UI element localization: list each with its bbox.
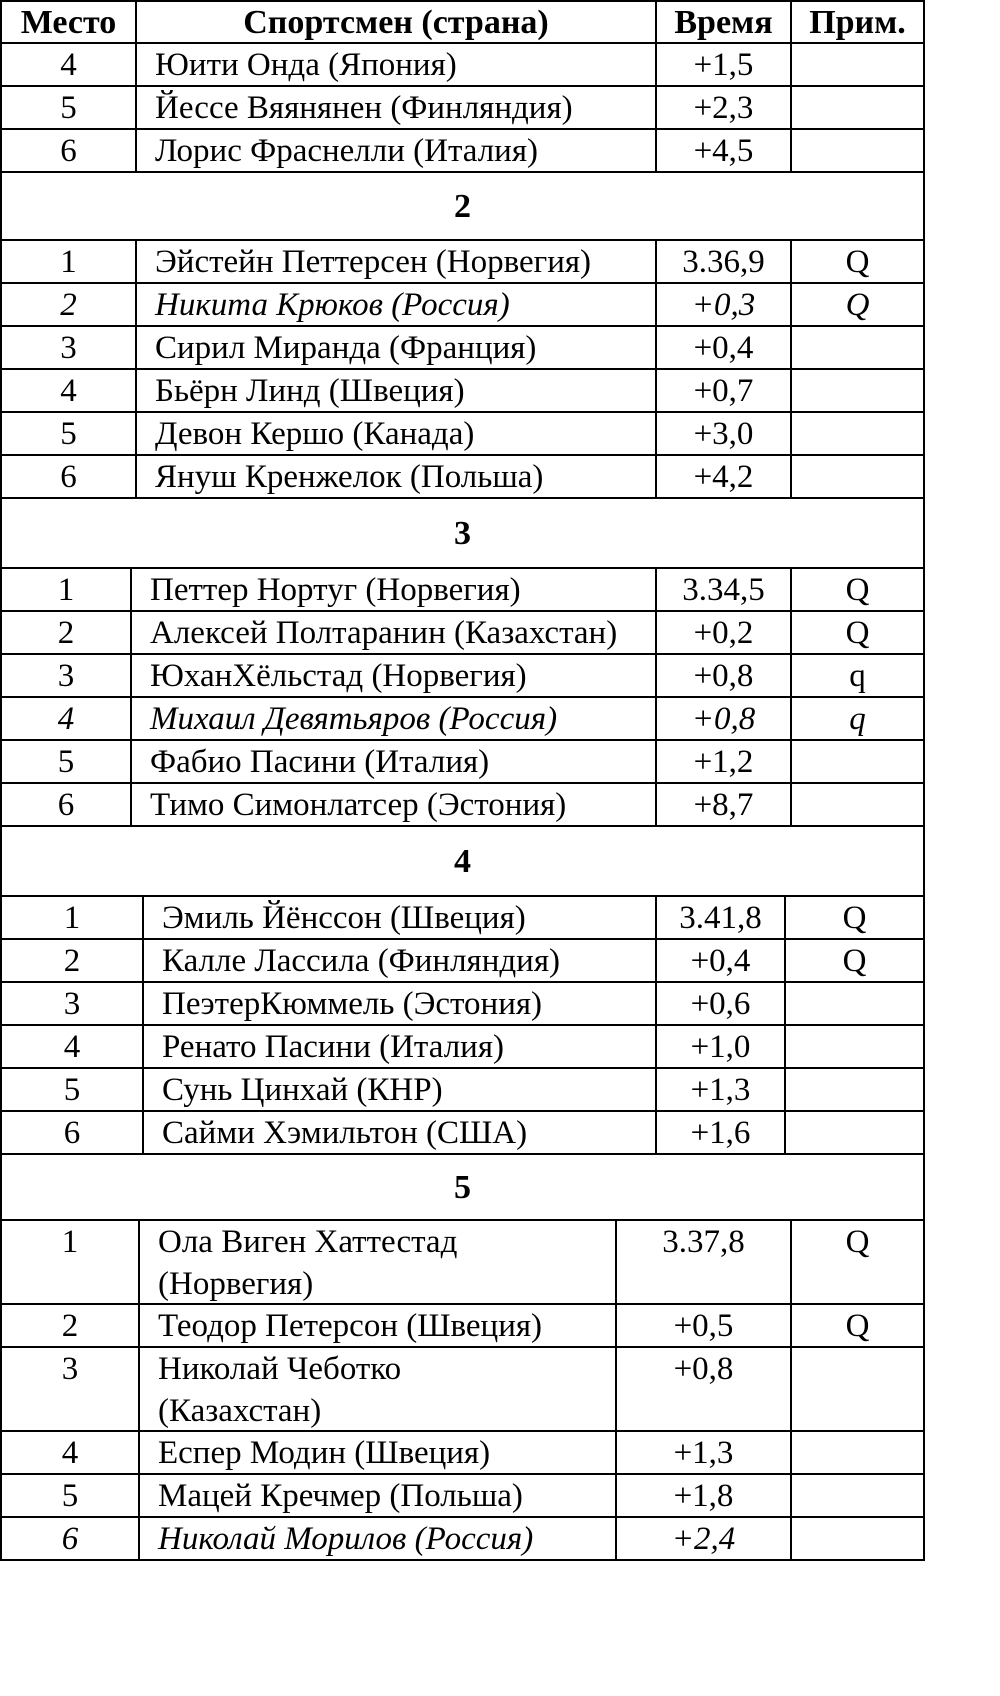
note-cell: Q [845,615,870,651]
athlete-cell: Сайми Хэмильтон (США) [162,1115,528,1151]
time-cell: +4,5 [693,133,754,169]
athlete-cell: Никита Крюков (Россия) [155,287,510,323]
time-cell: +1,3 [690,1072,751,1108]
athlete-line: Ола Виген Хаттестад [158,1224,458,1260]
note-cell: Q [845,287,870,323]
athlete-cell: Мацей Кречмер (Польша) [158,1478,523,1514]
note-cell [792,130,923,171]
table-row [0,784,925,827]
time-cell: +2,4 [671,1521,736,1557]
time-cell: +0,8 [693,658,754,694]
time-cell: 3.37,8 [662,1224,745,1260]
athlete-cell: Теодор Петерсон (Швеция) [158,1308,543,1344]
place-cell: 4 [60,373,77,409]
time-cell: +2,3 [693,90,754,126]
time-cell: +1,0 [690,1029,751,1065]
time-cell: +0,3 [691,287,756,323]
note-cell [786,983,923,1024]
athlete-cell: Николай Морилов (Россия) [158,1521,534,1557]
place-cell: 6 [57,787,75,823]
time-cell: +1,5 [693,47,754,83]
note-cell [786,1112,923,1153]
note-cell: Q [842,943,867,979]
table-row [0,612,925,655]
table-row [0,1475,925,1518]
athlete-line: (Норвегия) [158,1266,314,1302]
athlete-cell: Петтер Нортуг (Норвегия) [150,572,521,608]
note-cell: Q [845,1224,870,1260]
time-cell: +0,4 [693,330,754,366]
table-row [0,741,925,784]
athlete-cell: Сунь Цинхай (КНР) [162,1072,443,1108]
place-cell: 5 [60,90,77,126]
note-cell [792,44,923,85]
note-cell: Q [845,244,870,280]
place-cell: 4 [60,47,77,83]
place-cell: 6 [63,1115,81,1151]
time-cell: +0,4 [690,943,751,979]
athlete-cell: ЮханХёльстад (Норвегия) [150,658,527,694]
athlete-cell: Бьёрн Линд (Швеция) [155,373,465,409]
time-cell: +0,7 [693,373,754,409]
place-cell: 2 [57,615,75,651]
note-cell: Q [845,572,870,608]
time-cell: +3,0 [693,416,754,452]
time-cell: 3.36,9 [682,244,765,280]
athlete-cell [140,1221,615,1303]
table-row [0,1112,925,1155]
time-cell: +1,6 [690,1115,751,1151]
place-cell: 4 [63,1029,81,1065]
time-cell: +0,8 [691,701,756,737]
time-cell: +8,7 [693,787,754,823]
table-row [0,1348,925,1432]
place-cell: 2 [61,1308,79,1344]
athlete-cell: Алексей Полтаранин (Казахстан) [150,615,618,651]
athlete-cell: Юити Онда (Япония) [155,47,457,83]
note-cell: Q [842,900,867,936]
athlete-cell: Тимо Симонлатсер (Эстония) [150,787,567,823]
place-cell: 3 [60,330,77,366]
table-row [0,1221,925,1305]
place-cell: 1 [57,572,75,608]
note-cell [792,1475,923,1516]
table-row [0,284,925,327]
table-row [0,569,925,612]
table-row [0,1069,925,1112]
note-cell [792,784,923,825]
table-row [0,370,925,413]
time-cell: +1,3 [673,1435,734,1471]
time-cell: 3.41,8 [679,900,762,936]
note-cell [792,741,923,782]
table-row [0,983,925,1026]
table-row [0,698,925,741]
table-row [0,130,925,173]
place-cell: 4 [57,701,75,737]
table-row [0,413,925,456]
place-cell: 3 [61,1351,79,1387]
place-cell: 5 [60,416,77,452]
header-note: Прим. [809,4,906,41]
note-cell [792,87,923,128]
place-cell: 1 [63,900,81,936]
time-cell: +0,8 [673,1351,734,1387]
heat-label-row: 3 [0,499,925,569]
note-cell [786,1069,923,1110]
table-row [0,1305,925,1348]
note-cell [792,413,923,454]
place-cell: 6 [60,459,77,495]
table-row [0,1026,925,1069]
athlete-cell [140,1348,615,1430]
athlete-cell: ПеэтерКюммель (Эстония) [162,986,543,1022]
time-cell: +0,5 [673,1308,734,1344]
athlete-cell: Девон Кершо (Канада) [155,416,475,452]
header-place: Место [20,4,117,41]
note-cell [792,456,923,497]
athlete-cell: Калле Лассила (Финляндия) [162,943,560,979]
place-cell: 6 [61,1521,79,1557]
note-cell: q [849,701,866,737]
athlete-cell: Михаил Девятьяров (Россия) [150,701,558,737]
time-cell: 3.34,5 [682,572,765,608]
table-row [0,940,925,983]
header-time: Время [674,4,773,41]
place-cell: 1 [61,1224,79,1260]
time-cell: +0,2 [693,615,754,651]
athlete-cell: Януш Кренжелок (Польша) [155,459,544,495]
time-cell: +1,8 [673,1478,734,1514]
time-cell: +1,2 [693,744,754,780]
place-cell: 1 [60,244,77,280]
note-cell [792,370,923,411]
heat-label-row: 4 [0,827,925,897]
note-cell: q [849,658,866,694]
table-row [0,1432,925,1475]
place-cell: 5 [63,1072,81,1108]
note-cell [792,1432,923,1473]
note-cell [792,1348,923,1430]
place-cell: 5 [61,1478,79,1514]
table-row [0,897,925,940]
note-cell: Q [845,1308,870,1344]
note-cell [786,1026,923,1067]
heat-label-row: 2 [0,173,925,241]
table-row [0,87,925,130]
time-cell: +0,6 [690,986,751,1022]
table-row [0,655,925,698]
time-cell: +4,2 [693,459,754,495]
place-cell: 5 [57,744,75,780]
table-row [0,456,925,499]
note-cell [792,327,923,368]
athlete-cell: Ренато Пасини (Италия) [162,1029,504,1065]
place-cell: 2 [60,287,77,323]
athlete-cell: Йессе Вяянянен (Финляндия) [155,90,573,126]
note-cell [792,1518,923,1559]
place-cell: 2 [63,943,81,979]
table-row [0,1518,925,1561]
table-row [0,44,925,87]
table-row [0,327,925,370]
heat-label-row: 5 [0,1155,925,1221]
place-cell: 4 [61,1435,79,1471]
athlete-cell: Еспер Модин (Швеция) [158,1435,491,1471]
athlete-line: (Казахстан) [158,1393,322,1429]
table-row [0,241,925,284]
athlete-line: Николай Чеботко [158,1351,402,1387]
athlete-cell: Эйстейн Петтерсен (Норвегия) [155,244,592,280]
athlete-cell: Лорис Фраснелли (Италия) [155,133,539,169]
place-cell: 3 [57,658,75,694]
athlete-cell: Фабио Пасини (Италия) [150,744,490,780]
table-header-row [0,0,925,44]
athlete-cell: Эмиль Йёнссон (Швеция) [162,900,526,936]
place-cell: 3 [63,986,81,1022]
header-athlete: Спортсмен (страна) [243,4,549,41]
place-cell: 6 [60,133,77,169]
athlete-cell: Сирил Миранда (Франция) [155,330,537,366]
